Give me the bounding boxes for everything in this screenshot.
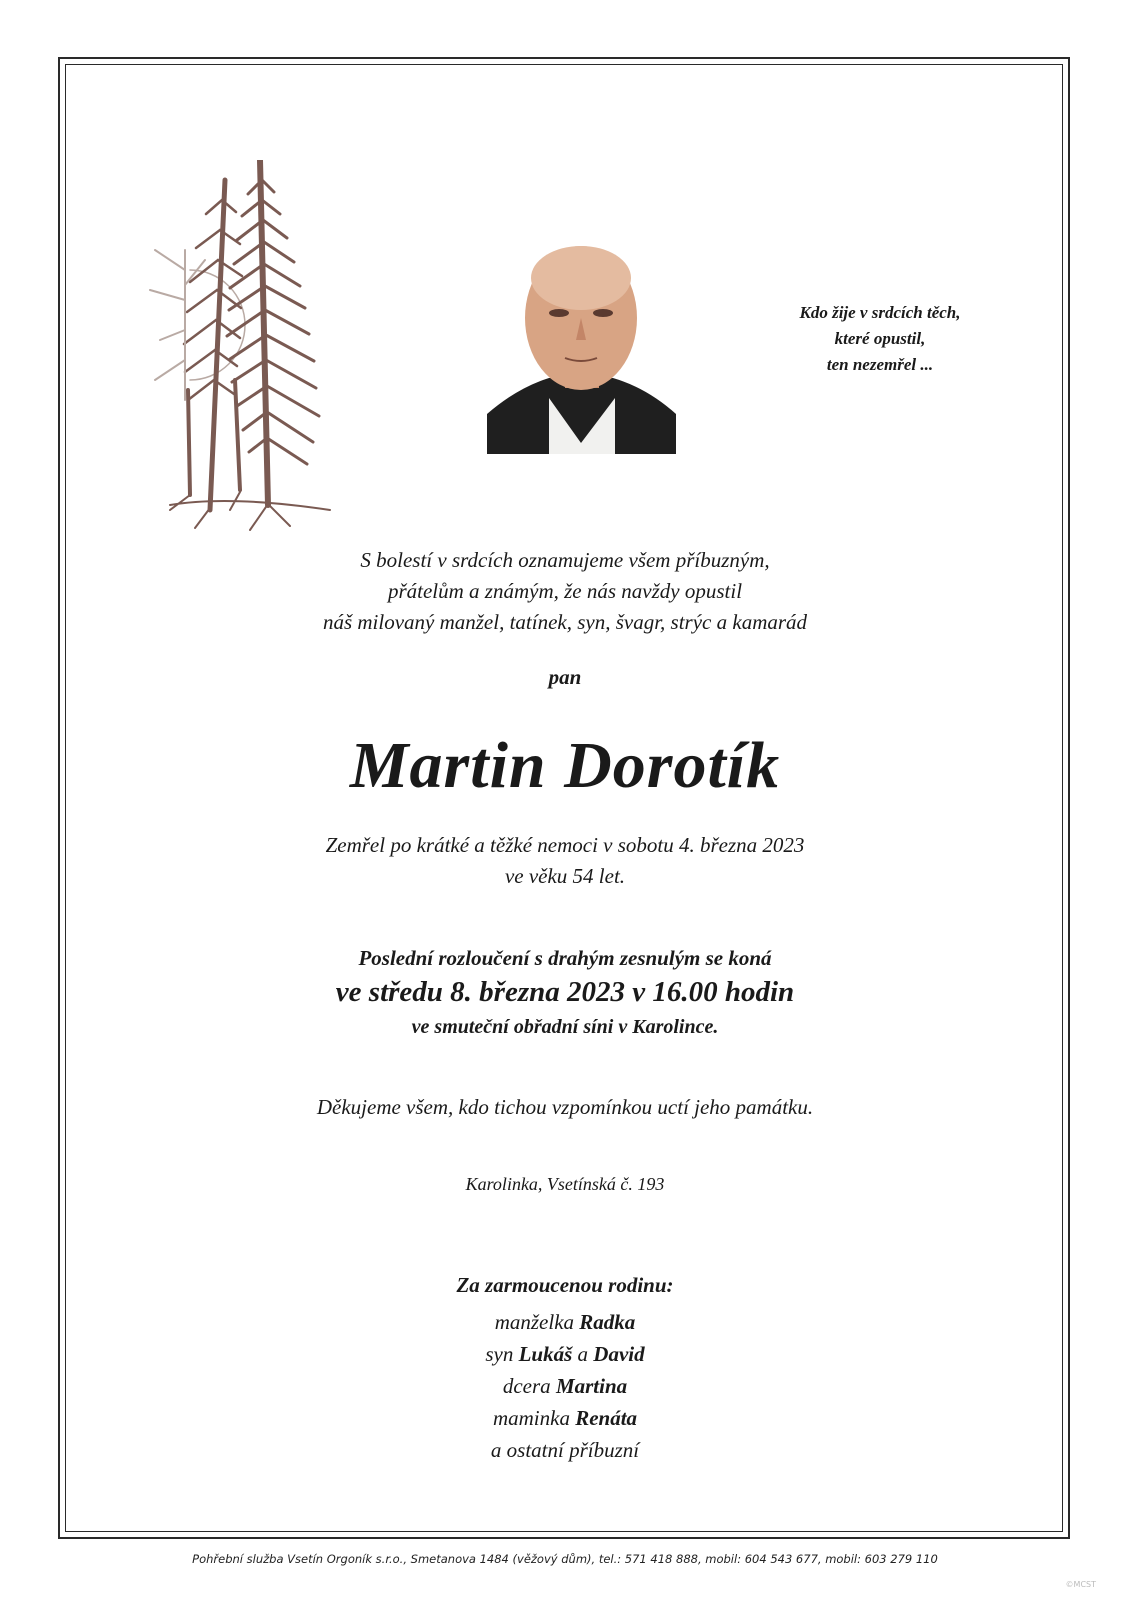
intro-line: náš milovaný manžel, tatínek, syn, švagr, strýc a kamarád bbox=[322, 610, 808, 634]
address: Karolinka, Vsetínská č. 193 bbox=[465, 1174, 665, 1194]
relation: manželka bbox=[494, 1310, 580, 1334]
member-name: Renáta bbox=[575, 1406, 638, 1430]
death-notice bbox=[0, 830, 1130, 892]
family-member bbox=[0, 1306, 1130, 1338]
family-heading: Za zarmoucenou rodinu: bbox=[456, 1273, 674, 1297]
member-name: David bbox=[593, 1342, 645, 1366]
pine-trees-illustration bbox=[130, 160, 370, 550]
intro-line: přátelům a známým, že nás navždy opustil bbox=[387, 579, 743, 603]
relation: a ostatní příbuzní bbox=[490, 1438, 640, 1462]
thanks-line: Děkujeme všem, kdo tichou vzpomínkou uctí jeho památku. bbox=[316, 1095, 814, 1119]
watermark: ©MCST bbox=[1065, 1580, 1096, 1589]
member-name: Radka bbox=[579, 1310, 636, 1334]
family-member bbox=[0, 1434, 1130, 1466]
relation: maminka bbox=[492, 1406, 576, 1430]
family-member bbox=[0, 1402, 1130, 1434]
member-name: Martina bbox=[555, 1374, 628, 1398]
family-member bbox=[0, 1338, 1130, 1370]
joiner: a bbox=[572, 1342, 594, 1366]
motto-line: Kdo žije v srdcích těch, bbox=[799, 303, 961, 322]
member-name: Lukáš bbox=[518, 1342, 573, 1366]
salutation: pan bbox=[548, 665, 582, 689]
death-line: ve věku 54 let. bbox=[504, 864, 626, 888]
farewell-place: ve smuteční obřadní síni v Karolince. bbox=[411, 1016, 719, 1038]
family-list bbox=[0, 1306, 1130, 1466]
motto-verse bbox=[760, 300, 1000, 378]
relation: dcera bbox=[502, 1374, 556, 1398]
deceased-name: Martin Dorotík bbox=[349, 729, 781, 802]
relation: syn bbox=[485, 1342, 519, 1366]
farewell-date-time: ve středu 8. března 2023 v 16.00 hodin bbox=[335, 976, 795, 1008]
death-line: Zemřel po krátké a těžké nemoci v sobotu 4. března 2023 bbox=[325, 833, 805, 857]
intro-line: S bolestí v srdcích oznamujeme všem příbuzným, bbox=[360, 548, 770, 572]
motto-line: ten nezemřel ... bbox=[826, 355, 934, 374]
announcement-intro bbox=[0, 545, 1130, 638]
farewell-line-1: Poslední rozloučení s drahým zesnulým se koná bbox=[358, 946, 772, 970]
portrait-photo bbox=[487, 228, 676, 454]
funeral-service-footer: Pohřební služba Vsetín Orgoník s.r.o., Smetanova 1484 (věžový dům), tel.: 571 418 888, mobil: 604 543 677, mobil: 603 279 110 bbox=[192, 1552, 938, 1566]
family-member bbox=[0, 1370, 1130, 1402]
motto-line: které opustil, bbox=[834, 329, 926, 348]
